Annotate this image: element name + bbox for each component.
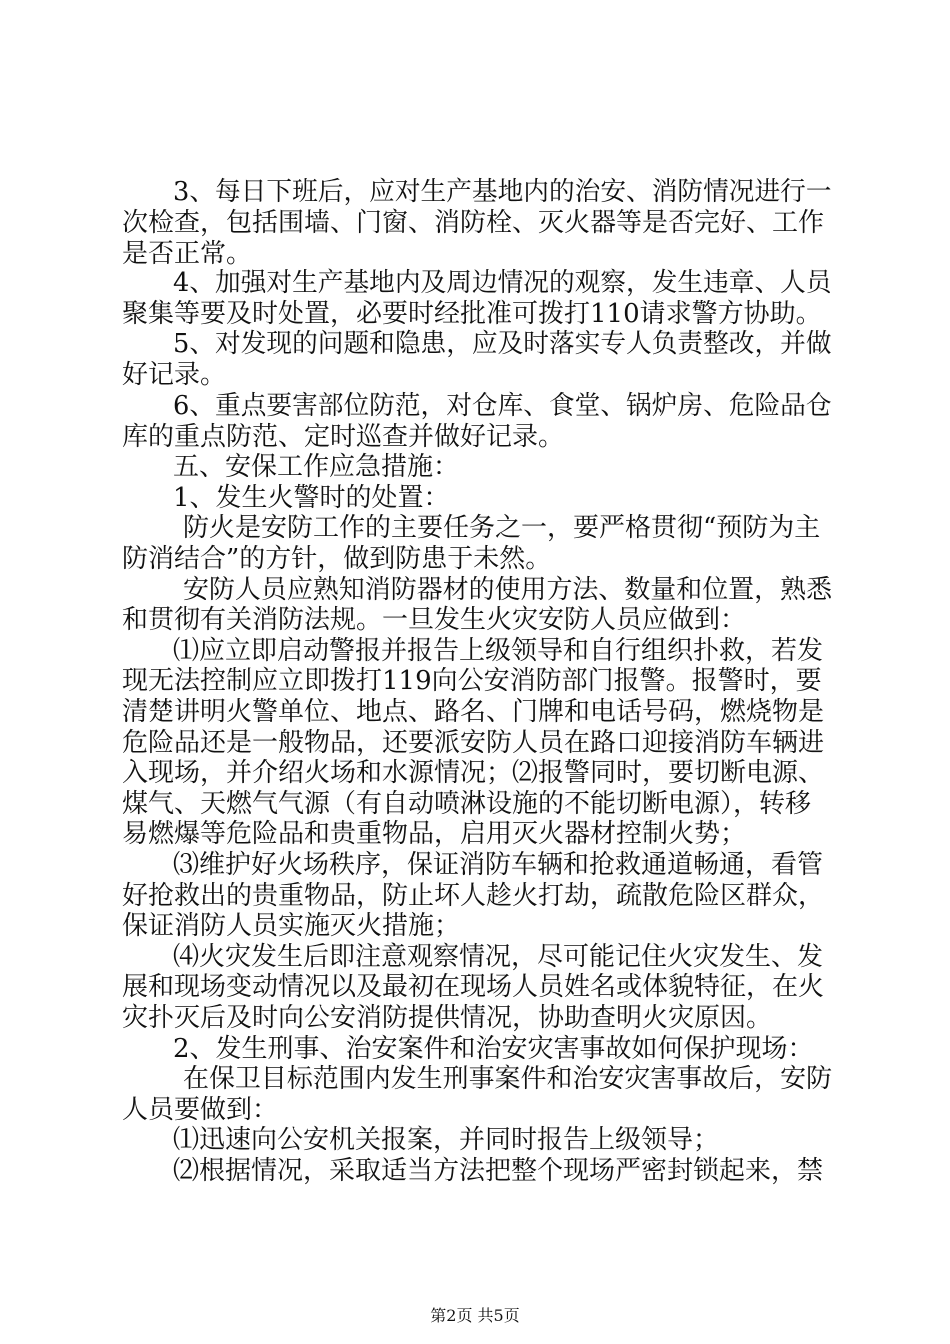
- paragraph-line: ⑷火灾发生后即注意观察情况，尽可能记住火灾发生、发: [173, 942, 824, 972]
- paragraph-line: 现无法控制应立即拨打119向公安消防部门报警。报警时，要: [122, 666, 822, 696]
- paragraph-line: 在保卫目标范围内发生刑事案件和治安灾害事故后，安防: [183, 1064, 833, 1094]
- paragraph-line: ⑶维护好火场秩序，保证消防车辆和抢救通道畅通，看管: [173, 850, 824, 880]
- paragraph-line: 防火是安防工作的主要任务之一，要严格贯彻“预防为主: [183, 513, 821, 543]
- paragraph-line: 清楚讲明火警单位、地点、路名、门牌和电话号码，燃烧物是: [122, 697, 825, 727]
- subsection-heading: 1、发生火警时的处置：: [173, 483, 450, 513]
- paragraph-line: 灾扑灭后及时向公安消防提供情况，协助查明火灾原因。: [122, 1003, 773, 1033]
- paragraph-line: 聚集等要及时处置，必要时经批准可拨打110请求警方协助。: [122, 299, 822, 329]
- paragraph-line: 人员要做到：: [122, 1095, 279, 1125]
- paragraph-line: 展和现场变动情况以及最初在现场人员姓名或体貌特征，在火: [122, 972, 825, 1002]
- paragraph-line: 库的重点防范、定时巡查并做好记录。: [122, 422, 565, 452]
- paragraph-line: ⑵根据情况，采取适当方法把整个现场严密封锁起来，禁: [173, 1156, 824, 1186]
- paragraph-line: 4、加强对生产基地内及周边情况的观察，发生违章、人员: [173, 268, 832, 298]
- paragraph-line: 好记录。: [122, 360, 227, 390]
- page-number-footer: 第2页 共5页: [430, 1306, 520, 1325]
- paragraph-line: 5、对发现的问题和隐患，应及时落实专人负责整改，并做: [173, 329, 832, 359]
- paragraph-line: 煤气、天燃气气源（有自动喷淋设施的不能切断电源），转移: [122, 789, 812, 819]
- paragraph-line: 6、重点要害部位防范，对仓库、食堂、锅炉房、危险品仓: [173, 391, 832, 421]
- paragraph-line: 入现场，并介绍火场和水源情况；⑵报警同时，要切断电源、: [122, 758, 825, 788]
- paragraph-line: 和贯彻有关消防法规。一旦发生火灾安防人员应做到：: [122, 605, 747, 635]
- section-heading: 五、安保工作应急措施：: [173, 452, 460, 482]
- paragraph-line: 易燃爆等危险品和贵重物品，启用灭火器材控制火势；: [122, 819, 747, 849]
- paragraph-line: 安防人员应熟知消防器材的使用方法、数量和位置，熟悉: [183, 575, 833, 605]
- paragraph-line: 次检查，包括围墙、门窗、消防栓、灭火器等是否完好、工作: [122, 208, 825, 238]
- paragraph-line: 防消结合”的方针，做到防患于未然。: [122, 544, 552, 574]
- paragraph-line: 好抢救出的贵重物品，防止坏人趁火打劫，疏散危险区群众，: [122, 881, 825, 911]
- paragraph-line: 危险品还是一般物品，还要派安防人员在路口迎接消防车辆进: [122, 728, 825, 758]
- subsection-heading: 2、发生刑事、治安案件和治安灾害事故如何保护现场：: [173, 1034, 814, 1064]
- paragraph-line: 保证消防人员实施灭火措施；: [122, 911, 461, 941]
- paragraph-line: 3、每日下班后，应对生产基地内的治安、消防情况进行一: [173, 177, 832, 207]
- paragraph-line: 是否正常。: [122, 239, 253, 269]
- paragraph-line: ⑴应立即启动警报并报告上级领导和自行组织扑救，若发: [173, 636, 824, 666]
- paragraph-line: ⑴迅速向公安机关报案，并同时报告上级领导；: [173, 1125, 720, 1155]
